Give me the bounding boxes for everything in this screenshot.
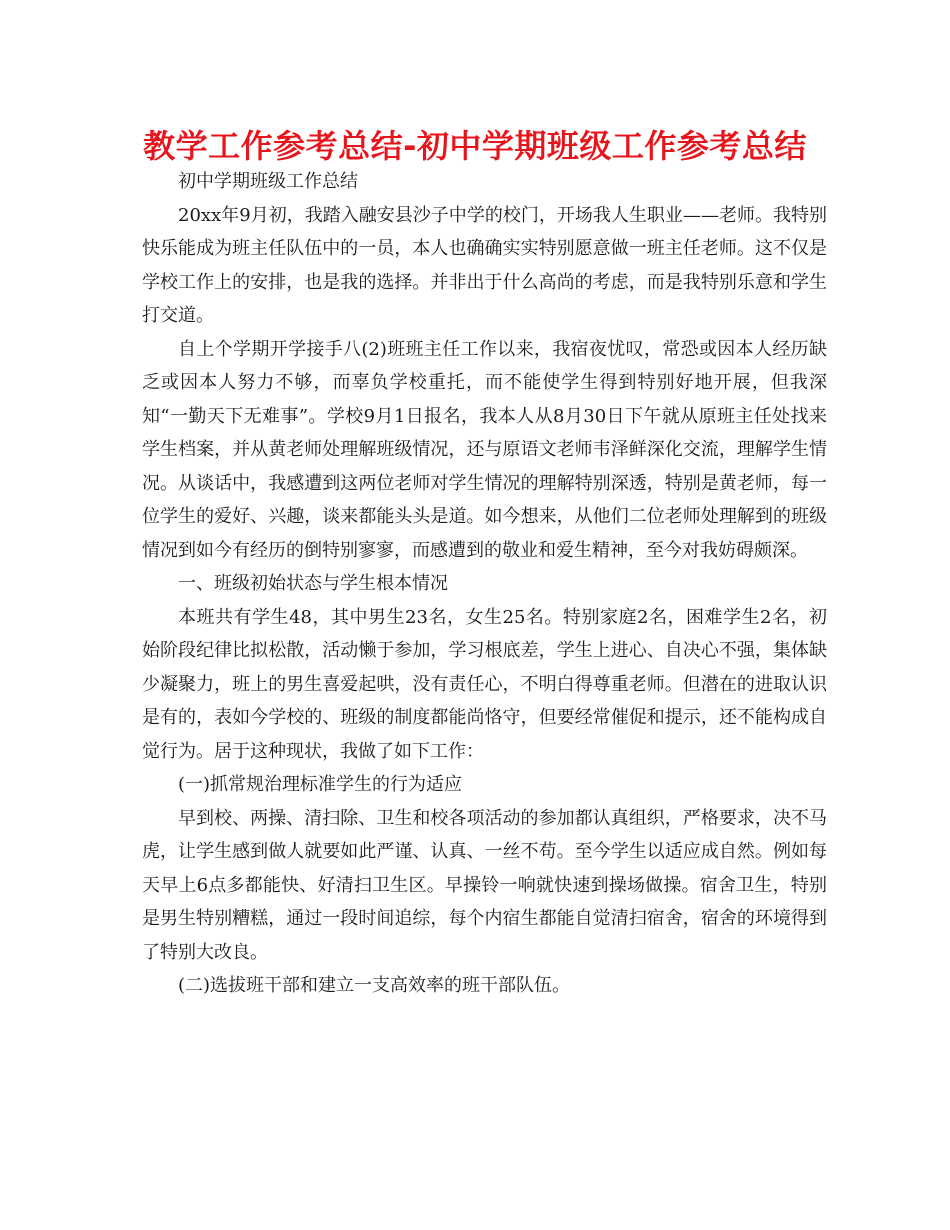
- subsection-heading-1: (一)抓常规治理标准学生的行为适应: [178, 774, 463, 795]
- paragraph-takeover: 自上个学期开学接手八(2)班班主任工作以来，我宿夜忧叹，常恐或因本人经历缺乏或因本人努力不够，而辜负学校重托，而不能使学生得到特别好地开展，但我深知“一勤天下无难事”。学校9月1日报名，我本人从8月30日下午就从原班主任处找来学生档案，并从黄老师处理解班级情况，还与原语文老师韦泽鲜深化交流，理解学生情况。从谈话中，我感遭到这两位老师对学生情况的理解特别深透，特别是黄老师，每一位学生的爱好、兴趣，谈来都能头头是道。如今想来，从他们二位老师处理解到的班级情况到如今有经历的倒特别寥寥，而感遭到的敬业和爱生精神，至今对我妨碍颇深。: [142, 338, 827, 561]
- paragraph-intro: 20xx年9月初，我踏入融安县沙子中学的校门，开场我人生职业——老师。我特别快乐能成为班主任队伍中的一员，本人也确确实实特别愿意做一班主任老师。这不仅是学校工作上的安排，也是我的选择。并非出于什么高尚的考虑，而是我特别乐意和学生打交道。: [142, 204, 827, 326]
- subsection-heading-2: (二)选拔班干部和建立一支高效率的班干部队伍。: [178, 975, 571, 996]
- section-heading-1: 一、班级初始状态与学生根本情况: [178, 573, 448, 594]
- paragraph-routine: 早到校、两操、清扫除、卫生和校各项活动的参加都认真组织，严格要求，决不马虎，让学生感到做人就要如此严谨、认真、一丝不苟。至今学生以适应成自然。例如每天早上6点多都能快、好清扫卫生区。早操铃一响就快速到操场做操。宿舍卫生，特别是男生特别糟糕，通过一段时间追综，每个内宿生都能自觉清扫宿舍，宿舍的环境得到了特别大改良。: [142, 807, 827, 963]
- document-body: [142, 165, 827, 1003]
- paragraph-subtitle: 初中学期班级工作总结: [178, 171, 358, 192]
- paragraph-class-status: 本班共有学生48，其中男生23名，女生25名。特别家庭2名，困难学生2名，初始阶段纪律比拟松散，活动懒于参加，学习根底差，学生上进心、自决心不强，集体缺少凝聚力，班上的男生喜爱起哄，没有责任心，不明白得尊重老师。但潜在的进取认识是有的，表如今学校的、班级的制度都能尚恪守，但要经常催促和提示，还不能构成自觉行为。居于这种现状，我做了如下工作：: [142, 606, 827, 762]
- document-title: 教学工作参考总结-初中学期班级工作参考总结: [143, 127, 807, 165]
